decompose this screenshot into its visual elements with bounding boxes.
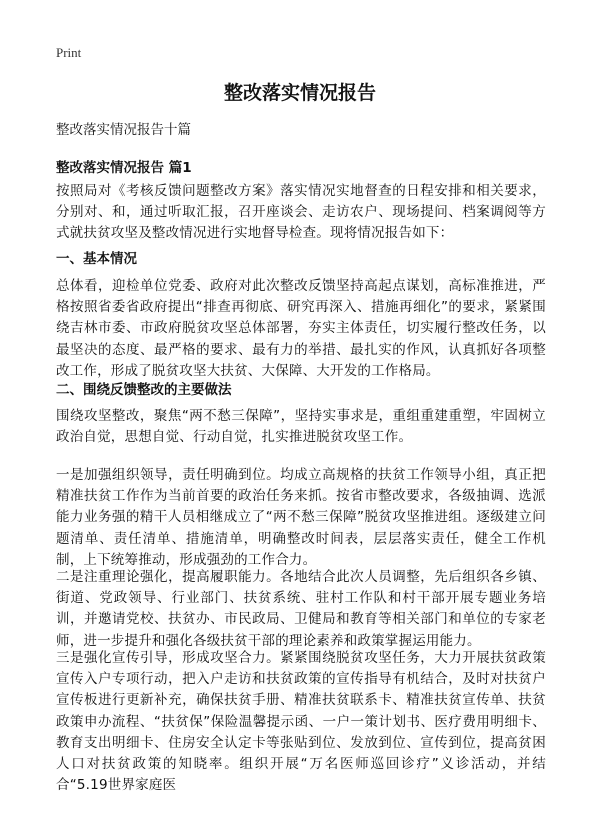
document-subtitle: 整改落实情况报告十篇 xyxy=(56,122,191,138)
basic-situation-paragraph: 总体看，迎检单位党委、政府对此次整改反馈坚持高起点谋划，高标准推进，严格按照省委省政府提出“排查再彻底、研究再深入、措施再细化”的要求，紧紧围绕吉林市委、市政府脱贫攻坚总体部署，夯实主体责任，切实履行整改任务，以最坚决的态度、最严格的要求、最有力的举措、最扎实的作风，认真抓好各项整改工作，形成了脱贫攻坚大扶贫、大保障、大开发的工作格局。 xyxy=(56,278,546,379)
article-heading: 整改落实情况报告 篇1 xyxy=(56,160,192,176)
section-heading-basic-situation: 一、基本情况 xyxy=(56,251,137,267)
practice-point-1-paragraph: 一是加强组织领导，责任明确到位。均成立高规格的扶贫工作领导小组，真正把精准扶贫工作作为当前首要的政治任务来抓。按省市整改要求，各级抽调、选派能力业务强的精干人员相继成立了“两不愁三保障”脱贫攻坚推进组。逐级建立问题清单、责任清单、措施清单，明确整改时间表，层层落实责任，健全工作机制，上下统筹推动，形成强劲的工作合力。 xyxy=(56,467,546,568)
practice-point-2-paragraph: 二是注重理论强化，提高履职能力。各地结合此次人员调整，先后组织各乡镇、街道、党政领导、行业部门、扶贫系统、驻村工作队和村干部开展专题业务培训，并邀请党校、扶贫办、市民政局、卫健局和教育等相关部门和单位的专家老师，进一步提升和强化各级扶贫干部的理论素养和政策掌握运用能力。 xyxy=(56,569,546,649)
intro-paragraph: 按照局对《考核反馈问题整改方案》落实情况实地督查的日程安排和相关要求，分别对、和，通过听取汇报，召开座谈会、走访农户、现场提问、档案调阅等方式就扶贫攻坚及整改情况进行实地督导检查。现将情况报告如下： xyxy=(56,183,546,242)
print-link[interactable]: Print xyxy=(56,45,82,60)
practice-point-3-paragraph: 三是强化宣传引导，形成攻坚合力。紧紧围绕脱贫攻坚任务，大力开展扶贫政策宣传入户专项行动，把入户走访和扶贫政策的宣传指导有机结合，及时对扶贫户宣传板进行更新补充，确保扶贫手册、精准扶贫联系卡、精准扶贫宣传单、扶贫政策申办流程、“扶贫保”保险温馨提示函、一户一策计划书、医疗费用明细卡、教育支出明细卡、住房安全认定卡等张贴到位、发放到位、宣传到位，提高贫困人口对扶贫政策的知晓率。组织开展“万名医师巡回诊疗”义诊活动，并结合“5.19世界家庭医 xyxy=(56,650,546,794)
document-title: 整改落实情况报告 xyxy=(223,82,376,104)
main-practices-intro-paragraph: 围绕攻坚整改，聚焦“两不愁三保障”，坚持实事求是，重组重建重塑，牢固树立政治自觉，思想自觉、行动自觉，扎实推进脱贫攻坚工作。 xyxy=(56,408,546,446)
section-heading-main-practices: 二、围绕反馈整改的主要做法 xyxy=(56,382,232,398)
